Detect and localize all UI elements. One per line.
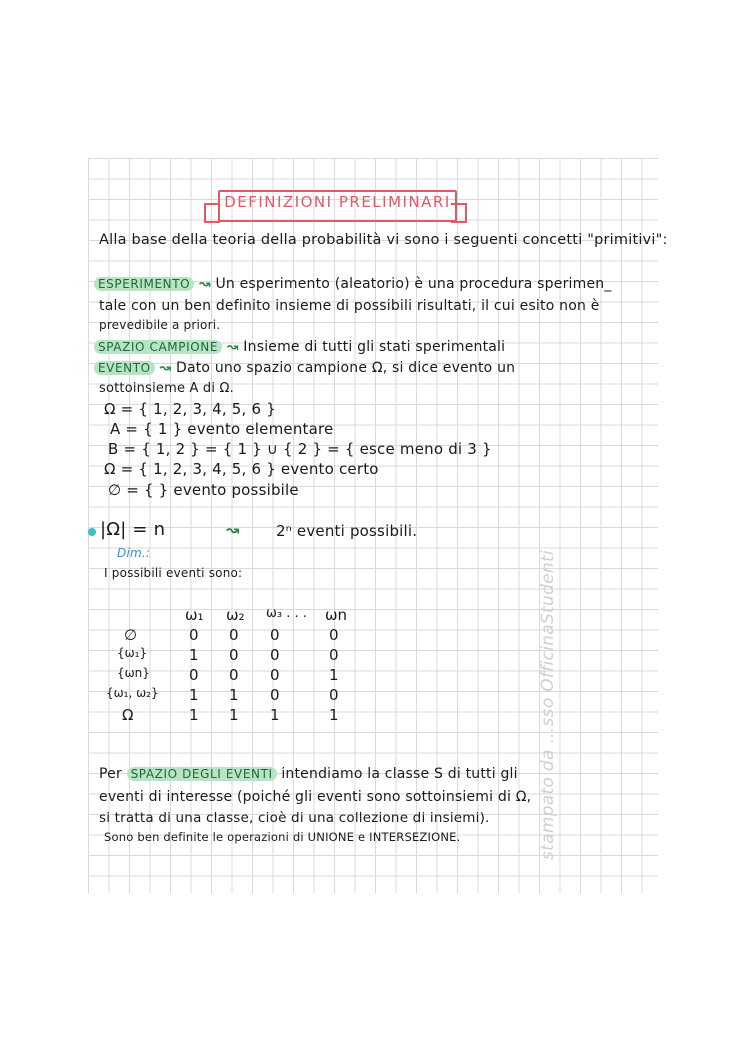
spazio-line <box>94 339 505 355</box>
arrow-icon: ↝ <box>198 276 211 292</box>
table-header: ω₃ . . . <box>266 606 307 621</box>
table-cell: 0 <box>229 646 239 664</box>
esperimento-label: ESPERIMENTO <box>94 277 194 291</box>
example-certo: Ω = { 1, 2, 3, 4, 5, 6 } evento certo <box>104 460 379 478</box>
esperimento-text-1: Un esperimento (aleatorio) è una procedura sperimen_ <box>215 276 612 292</box>
dim-text: I possibili eventi sono: <box>104 566 243 580</box>
table-cell: 0 <box>189 626 199 644</box>
table-row-label: {ωn} <box>117 666 150 680</box>
evento-text-1: Dato uno spazio campione Ω, si dice evento un <box>175 360 516 376</box>
table-cell: 1 <box>329 706 339 724</box>
esperimento-text-2: tale con un ben definito insieme di possibili risultati, il cui esito non è <box>99 298 600 314</box>
dim-label: Dim.: <box>117 546 151 560</box>
watermark: stampato da ...sso OfficinaStudenti <box>538 549 558 860</box>
table-header: ω₂ <box>226 606 245 624</box>
table-cell: 0 <box>270 646 280 664</box>
table-cell: 1 <box>229 686 239 704</box>
table-cell: 0 <box>229 666 239 684</box>
page-title: DEFINIZIONI PRELIMINARI <box>224 193 451 211</box>
final-text-1: intendiamo la classe S di tutti gli <box>281 766 518 782</box>
example-omega: Ω = { 1, 2, 3, 4, 5, 6 } <box>104 400 276 418</box>
table-cell: 0 <box>329 626 339 644</box>
table-cell: 1 <box>329 666 339 684</box>
final-prefix: Per <box>99 766 122 782</box>
bullet-dot <box>88 528 96 536</box>
table-cell: 1 <box>189 686 199 704</box>
arrow-icon: ↝ <box>226 520 240 539</box>
final-text-3: si tratta di una classe, cioè di una collezione di insiemi). <box>99 810 490 826</box>
table-cell: 0 <box>329 686 339 704</box>
evento-text-2: sottoinsieme A di Ω. <box>99 381 234 396</box>
spazio-campione-text: Insieme di tutti gli stati sperimentali <box>243 339 506 355</box>
final-text-2: eventi di interesse (poiché gli eventi sono sottoinsiemi di Ω, <box>99 789 532 805</box>
table-row-label: {ω₁} <box>117 646 148 660</box>
table-header: ωn <box>325 606 348 624</box>
example-a: A = { 1 } evento elementare <box>110 420 334 438</box>
example-empty: ∅ = { } evento possibile <box>108 481 299 499</box>
table-cell: 0 <box>189 666 199 684</box>
table-cell: 0 <box>270 626 280 644</box>
example-b: B = { 1, 2 } = { 1 } ∪ { 2 } = { esce meno di 3 } <box>108 440 492 458</box>
table-row-label: ∅ <box>124 626 138 644</box>
final-line-1 <box>99 766 518 782</box>
intro-text: Alla base della teoria della probabilità vi sono i seguenti concetti "primitivi": <box>99 232 668 248</box>
table-cell: 1 <box>270 706 280 724</box>
cardinality-rhs: 2ⁿ eventi possibili. <box>276 522 418 540</box>
arrow-icon: ↝ <box>226 339 239 355</box>
table-header: ω₁ <box>185 606 204 624</box>
arrow-icon: ↝ <box>159 360 172 376</box>
cardinality-lhs: |Ω| = n <box>100 519 166 540</box>
esperimento-text-3: prevedibile a priori. <box>99 318 221 332</box>
table-cell: 0 <box>329 646 339 664</box>
table-cell: 0 <box>270 686 280 704</box>
final-text-4: Sono ben definite le operazioni di UNIONE e INTERSEZIONE. <box>104 830 461 844</box>
table-row-label: Ω <box>122 706 134 724</box>
table-cell: 1 <box>229 706 239 724</box>
spazio-eventi-label: SPAZIO DEGLI EVENTI <box>127 767 277 781</box>
table-cell: 1 <box>189 646 199 664</box>
evento-line <box>94 360 515 376</box>
table-cell: 0 <box>270 666 280 684</box>
esperimento-line <box>94 276 612 292</box>
table-cell: 0 <box>229 626 239 644</box>
table-row-label: {ω₁, ω₂} <box>106 686 159 700</box>
table-cell: 1 <box>189 706 199 724</box>
evento-label: EVENTO <box>94 361 155 375</box>
spazio-campione-label: SPAZIO CAMPIONE <box>94 340 222 354</box>
